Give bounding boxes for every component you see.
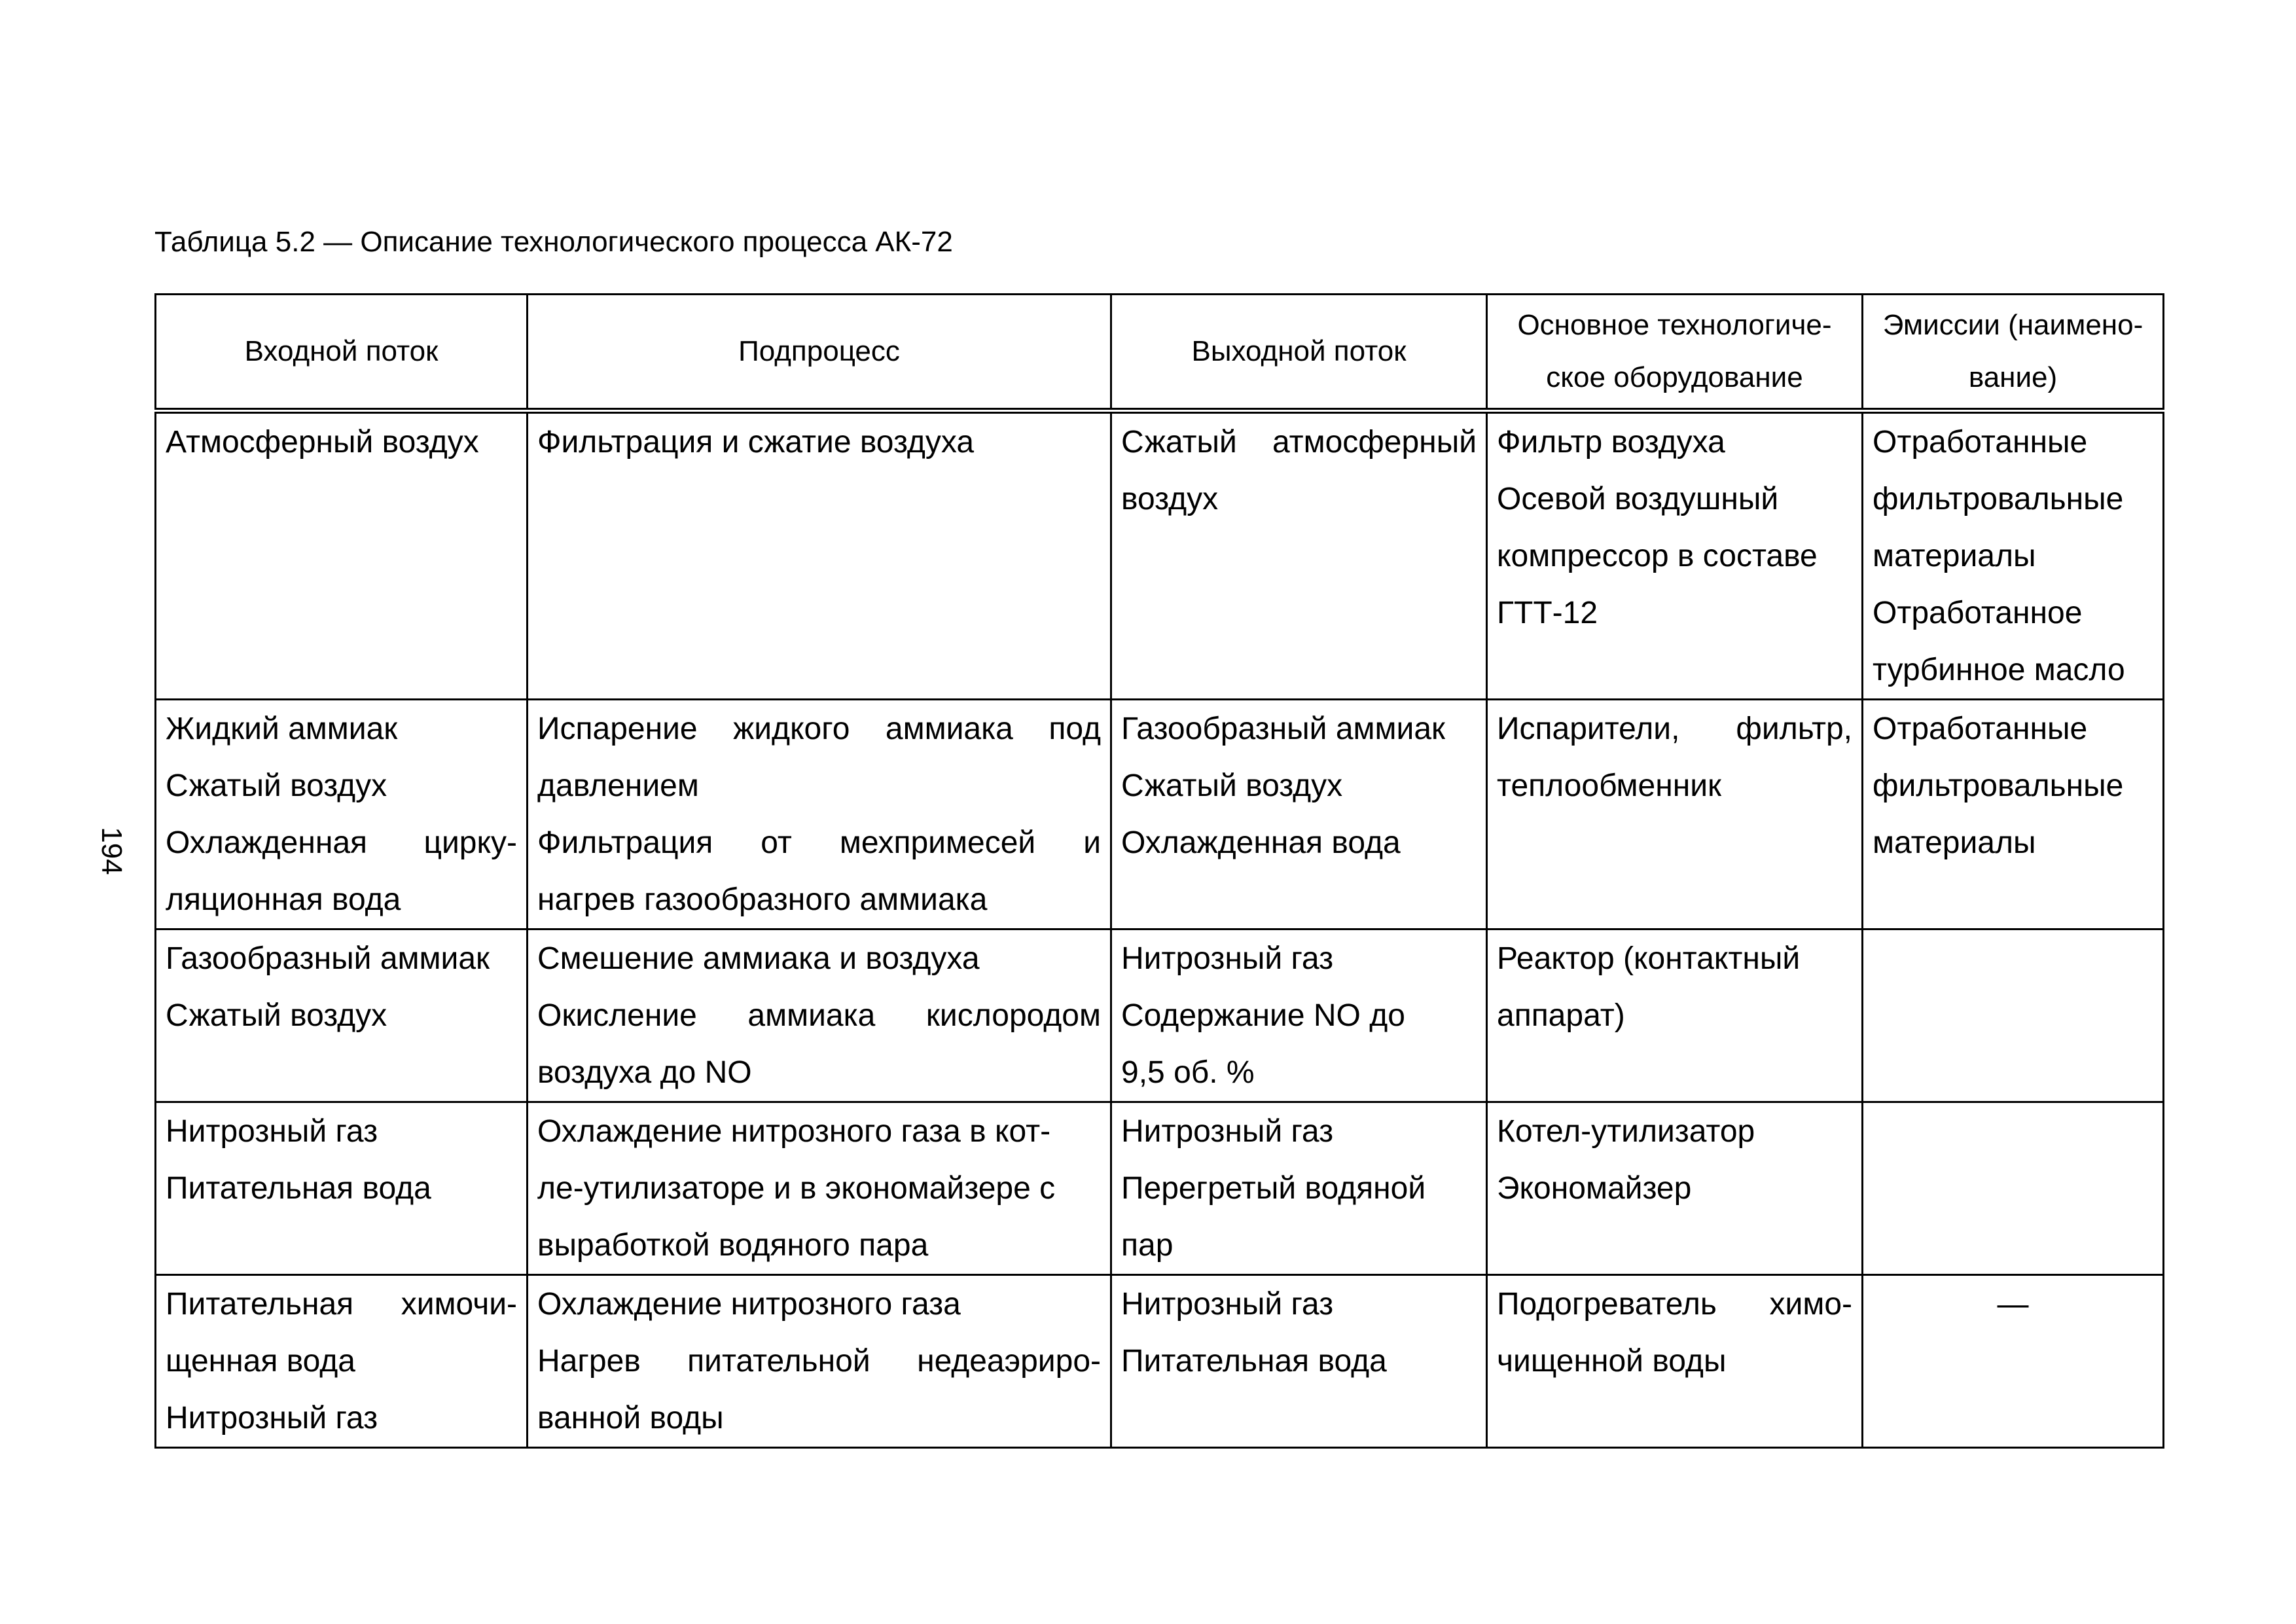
cell-line: Питательная вода: [1121, 1344, 1387, 1379]
cell-line: Охлажденная вода: [1121, 825, 1401, 860]
cell-equipment: [1487, 411, 1863, 700]
cell-line: воздуха до NO: [537, 1055, 752, 1090]
cell-line: Газообразный аммиак: [1121, 712, 1446, 746]
cell-line: теплообменник: [1497, 768, 1722, 803]
table-header: [156, 295, 2164, 411]
cell-equipment: [1487, 1102, 1863, 1275]
page-number: 194: [96, 827, 128, 875]
cell-line: Фильтр воздуха: [1497, 425, 1725, 460]
cell-equipment: [1487, 929, 1863, 1102]
cell-line: Питательная химочи-: [166, 1287, 517, 1322]
header-line: вание): [1968, 361, 2058, 393]
cell-output-flow: [1111, 929, 1487, 1102]
cell-line: чищенной воды: [1497, 1344, 1727, 1379]
cell-line: материалы: [1873, 539, 2036, 573]
table-body: [156, 411, 2164, 1448]
cell-line: Перегретый водяной: [1121, 1171, 1426, 1206]
cell-line: Испарители, фильтр,: [1497, 712, 1852, 746]
cell-equipment: [1487, 700, 1863, 929]
table-row: [156, 411, 2164, 700]
cell-line: Подогреватель химо-: [1497, 1287, 1852, 1322]
cell-line: нагрев газообразного аммиака: [537, 882, 988, 917]
cell-line: —: [1997, 1287, 2029, 1322]
cell-line: Питательная вода: [166, 1171, 431, 1206]
cell-subprocess: [528, 929, 1111, 1102]
cell-line: ляционная вода: [166, 882, 401, 917]
cell-line: Фильтрация от мехпримесей и: [537, 825, 1101, 860]
cell-line: Смешение аммиака и воздуха: [537, 941, 980, 976]
cell-line: ле-утилизаторе и в экономайзере с: [537, 1171, 1056, 1206]
cell-line: материалы: [1873, 825, 2036, 860]
header-line: Выходной поток: [1191, 335, 1407, 367]
cell-line: Отработанные: [1873, 425, 2088, 460]
cell-line: Жидкий аммиак: [166, 712, 398, 746]
header-line: Входной поток: [244, 335, 439, 367]
process-table: [154, 293, 2164, 1449]
cell-line: Газообразный аммиак: [166, 941, 490, 976]
cell-line: ГТТ-12: [1497, 596, 1598, 630]
cell-output-flow: [1111, 700, 1487, 929]
cell-line: Нитрозный газ: [1121, 941, 1334, 976]
header-input-flow: [156, 295, 528, 411]
cell-line: Нитрозный газ: [1121, 1114, 1334, 1149]
header-subprocess: [528, 295, 1111, 411]
table-row: [156, 1275, 2164, 1448]
cell-line: выработкой водяного пара: [537, 1228, 929, 1263]
cell-line: Нагрев питательной недеаэриро-: [537, 1344, 1101, 1379]
header-emissions: [1863, 295, 2164, 411]
cell-emissions: [1863, 700, 2164, 929]
cell-input-flow: [156, 411, 528, 700]
cell-line: воздух: [1121, 482, 1219, 516]
cell-subprocess: [528, 1275, 1111, 1448]
cell-line: Окисление аммиака кислородом: [537, 998, 1101, 1033]
cell-line: Сжатый воздух: [166, 998, 387, 1033]
cell-emissions: [1863, 1275, 2164, 1448]
cell-line: Осевой воздушный: [1497, 482, 1779, 516]
header-row: [156, 295, 2164, 411]
header-line: ское оборудование: [1546, 361, 1803, 393]
cell-input-flow: [156, 700, 528, 929]
header-line: Основное технологиче-: [1517, 309, 1832, 341]
cell-input-flow: [156, 1275, 528, 1448]
table-row: [156, 700, 2164, 929]
table-caption: Таблица 5.2 — Описание технологического процесса АК-72: [154, 226, 953, 258]
cell-line: фильтровальные: [1873, 482, 2124, 516]
cell-emissions: [1863, 411, 2164, 700]
cell-line: Отработанное: [1873, 596, 2083, 630]
cell-output-flow: [1111, 1275, 1487, 1448]
cell-input-flow: [156, 1102, 528, 1275]
cell-subprocess: [528, 1102, 1111, 1275]
cell-line: Нитрозный газ: [1121, 1287, 1334, 1322]
cell-output-flow: [1111, 411, 1487, 700]
cell-line: Содержание NO до: [1121, 998, 1405, 1033]
cell-line: ванной воды: [537, 1401, 724, 1435]
cell-line: Сжатый атмосферный: [1121, 425, 1477, 460]
cell-emissions: [1863, 929, 2164, 1102]
cell-input-flow: [156, 929, 528, 1102]
header-equipment: [1487, 295, 1863, 411]
cell-line: Охлаждение нитрозного газа в кот-: [537, 1114, 1051, 1149]
cell-line: Испарение жидкого аммиака под: [537, 712, 1101, 746]
cell-equipment: [1487, 1275, 1863, 1448]
table-row: [156, 1102, 2164, 1275]
cell-line: Нитрозный газ: [166, 1114, 378, 1149]
cell-line: Экономайзер: [1497, 1171, 1692, 1206]
cell-line: Фильтрация и сжатие воздуха: [537, 425, 975, 460]
cell-line: Охлажденная цирку-: [166, 825, 517, 860]
header-line: Подпроцесс: [738, 335, 900, 367]
table-row: [156, 929, 2164, 1102]
cell-line: Атмосферный воздух: [166, 425, 479, 460]
cell-line: аппарат): [1497, 998, 1625, 1033]
cell-line: Реактор (контактный: [1497, 941, 1801, 976]
header-line: Эмиссии (наимено-: [1882, 309, 2144, 341]
cell-output-flow: [1111, 1102, 1487, 1275]
cell-line: Сжатый воздух: [1121, 768, 1343, 803]
cell-line: фильтровальные: [1873, 768, 2124, 803]
cell-line: Охлаждение нитрозного газа: [537, 1287, 961, 1322]
cell-line: Отработанные: [1873, 712, 2088, 746]
header-output-flow: [1111, 295, 1487, 411]
cell-line: давлением: [537, 768, 699, 803]
cell-line: щенная вода: [166, 1344, 355, 1379]
cell-line: 9,5 об. %: [1121, 1055, 1255, 1090]
cell-line: Нитрозный газ: [166, 1401, 378, 1435]
cell-emissions: [1863, 1102, 2164, 1275]
cell-line: турбинное масло: [1873, 653, 2125, 687]
cell-line: Котел-утилизатор: [1497, 1114, 1755, 1149]
cell-subprocess: [528, 700, 1111, 929]
cell-line: Сжатый воздух: [166, 768, 387, 803]
cell-subprocess: [528, 411, 1111, 700]
cell-line: компрессор в составе: [1497, 539, 1818, 573]
cell-line: пар: [1121, 1228, 1174, 1263]
